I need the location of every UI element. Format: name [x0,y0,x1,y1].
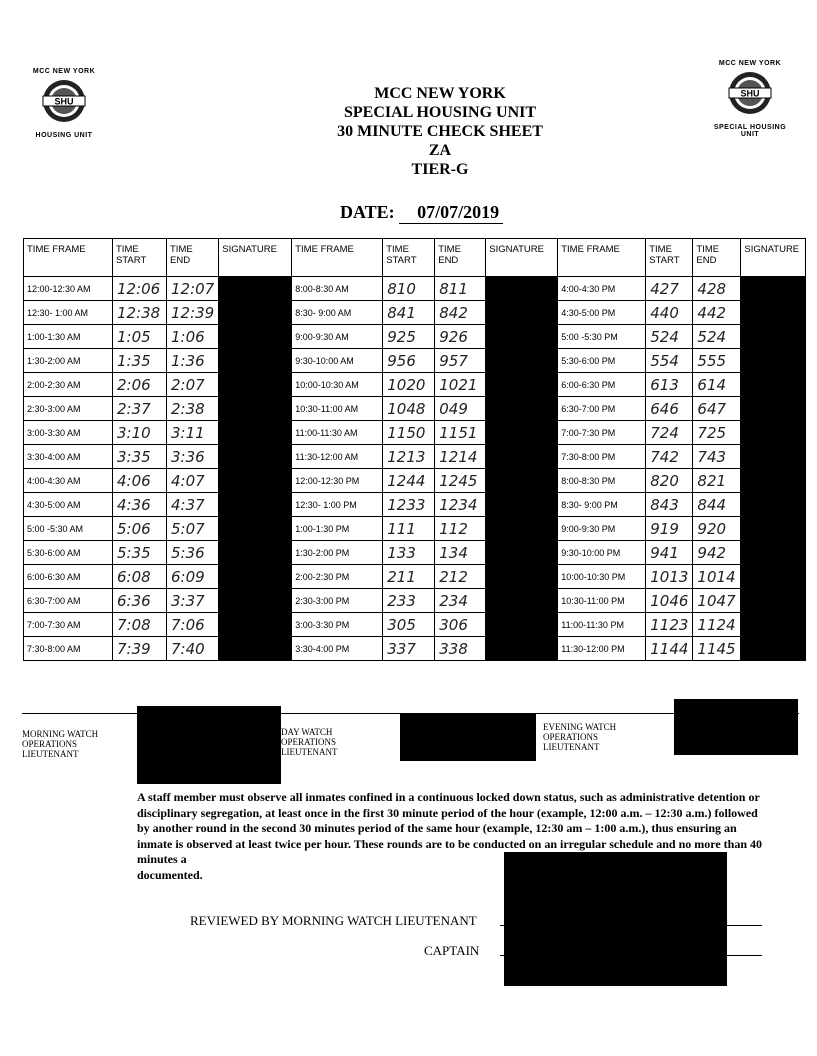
time-start-cell: 613 [646,373,693,397]
time-end-cell: 12:39 [167,301,219,325]
table-row [24,325,806,349]
signature-cell-redacted [741,637,806,661]
time-start-cell: 1150 [383,421,435,445]
col-header-time-end: TIME END [167,239,219,277]
notice-text: A staff member must observe all inmates confined in a continuous locked down status, such as administrative detention or disciplinary segregation, at least once in the first 30 minute period of the hour (example, 12:00 a.m. – 12:30 a.m.) followed by another round in the second 30 minutes period of the same hour (example, 12:30 am – 1:00 a.m.), thus ensuring an inmate is observed at least twice per hour. These rounds are to be conducted on an irregular schedule and no more than 40 minutes a [137,790,763,866]
time-frame-cell: 1:30-2:00 PM [292,541,383,565]
time-start-cell: 6:36 [113,589,167,613]
redaction-morning-signature [137,706,281,784]
time-frame-cell: 10:30-11:00 AM [292,397,383,421]
time-end-cell: 1151 [435,421,486,445]
time-end-cell: 12:07 [167,277,219,301]
time-start-cell: 554 [646,349,693,373]
page-title [270,84,610,179]
time-frame-cell: 2:00-2:30 AM [24,373,113,397]
signature-cell-redacted [486,397,558,421]
signature-cell-redacted [741,565,806,589]
time-start-cell: 919 [646,517,693,541]
redaction-evening-signature [674,699,798,755]
signature-cell-redacted [219,373,292,397]
time-end-cell: 6:09 [167,565,219,589]
col-header-time-start: TIME START [113,239,167,277]
time-end-cell: 338 [435,637,486,661]
date-line [340,202,503,224]
table-row [24,373,806,397]
time-end-cell: 5:36 [167,541,219,565]
signature-cell-redacted [486,301,558,325]
time-end-cell: 112 [435,517,486,541]
time-start-cell: 742 [646,445,693,469]
time-end-cell: 442 [693,301,741,325]
col-header-time-end: TIME END [693,239,741,277]
time-frame-cell: 2:00-2:30 PM [292,565,383,589]
time-start-cell: 111 [383,517,435,541]
title-line-4: ZA [428,142,452,159]
time-end-cell: 926 [435,325,486,349]
time-end-cell: 134 [435,541,486,565]
time-start-cell: 1123 [646,613,693,637]
time-frame-cell: 6:30-7:00 AM [24,589,113,613]
badge-text: SHU [740,88,760,99]
time-start-cell: 440 [646,301,693,325]
time-frame-cell: 2:30-3:00 PM [292,589,383,613]
time-end-cell: 555 [693,349,741,373]
captain-label: CAPTAIN [424,943,480,958]
time-start-cell: 1013 [646,565,693,589]
time-frame-cell: 12:00-12:30 AM [24,277,113,301]
signature-cell-redacted [219,469,292,493]
time-start-cell: 1046 [646,589,693,613]
time-end-cell: 821 [693,469,741,493]
col-header-signature: SIGNATURE [219,239,292,277]
time-start-cell: 843 [646,493,693,517]
time-start-cell: 4:06 [113,469,167,493]
time-frame-cell: 7:00-7:30 PM [558,421,646,445]
time-end-cell: 1214 [435,445,486,469]
signature-cell-redacted [486,517,558,541]
time-frame-cell: 12:30- 1:00 AM [24,301,113,325]
time-end-cell: 212 [435,565,486,589]
signature-cell-redacted [486,541,558,565]
reviewed-by-label: REVIEWED BY MORNING WATCH LIEUTENANT [190,913,477,928]
signature-cell-redacted [741,349,806,373]
time-start-cell: 6:08 [113,565,167,589]
time-end-cell: 4:07 [167,469,219,493]
table-row [24,493,806,517]
time-frame-cell: 11:00-11:30 PM [558,613,646,637]
time-end-cell: 428 [693,277,741,301]
col-header-time-frame: TIME FRAME [24,239,113,277]
time-frame-cell: 2:30-3:00 AM [24,397,113,421]
time-start-cell: 7:39 [113,637,167,661]
signature-cell-redacted [219,637,292,661]
signature-cell-redacted [219,397,292,421]
morning-watch-label: MORNING WATCH OPERATIONS LIEUTENANT [22,729,99,759]
redaction-review-signature [504,852,727,986]
watch-section-line [22,713,799,714]
time-end-cell: 1145 [693,637,741,661]
time-end-cell: 7:06 [167,613,219,637]
time-end-cell: 1245 [435,469,486,493]
signature-cell-redacted [741,541,806,565]
signature-cell-redacted [486,445,558,469]
date-value: 07/07/2019 [399,202,503,224]
time-end-cell: 1124 [693,613,741,637]
time-start-cell: 7:08 [113,613,167,637]
table-row [24,397,806,421]
signature-cell-redacted [219,613,292,637]
signature-cell-redacted [219,445,292,469]
time-frame-cell: 3:00-3:30 AM [24,421,113,445]
time-frame-cell: 5:00 -5:30 AM [24,517,113,541]
col-header-time-start: TIME START [383,239,435,277]
time-frame-cell: 5:30-6:00 PM [558,349,646,373]
time-start-cell: 5:35 [113,541,167,565]
time-start-cell: 724 [646,421,693,445]
table-row [24,517,806,541]
time-start-cell: 305 [383,613,435,637]
time-frame-cell: 7:00-7:30 AM [24,613,113,637]
logo-right-top-text: MCC NEW YORK [718,60,782,67]
logo-right-bottom-text: SPECIAL HOUSING UNIT [713,124,787,138]
time-start-cell: 810 [383,277,435,301]
time-frame-cell: 11:00-11:30 AM [292,421,383,445]
badge-text: SHU [54,96,74,107]
time-end-cell: 4:37 [167,493,219,517]
signature-cell-redacted [219,589,292,613]
time-start-cell: 211 [383,565,435,589]
shu-badge-icon [727,70,773,116]
time-end-cell: 647 [693,397,741,421]
signature-cell-redacted [219,301,292,325]
signature-cell-redacted [741,589,806,613]
time-start-cell: 337 [383,637,435,661]
time-frame-cell: 1:30-2:00 AM [24,349,113,373]
time-frame-cell: 9:00-9:30 AM [292,325,383,349]
check-table [23,238,806,661]
time-frame-cell: 6:00-6:30 AM [24,565,113,589]
title-line-2: SPECIAL HOUSING UNIT [343,104,537,121]
table-row [24,565,806,589]
signature-cell-redacted [219,565,292,589]
time-frame-cell: 12:00-12:30 PM [292,469,383,493]
signature-cell-redacted [486,493,558,517]
time-start-cell: 941 [646,541,693,565]
time-frame-cell: 8:00-8:30 PM [558,469,646,493]
signature-cell-redacted [486,421,558,445]
time-start-cell: 5:06 [113,517,167,541]
time-start-cell: 1233 [383,493,435,517]
time-start-cell: 12:38 [113,301,167,325]
time-end-cell: 1014 [693,565,741,589]
signature-cell-redacted [486,277,558,301]
time-start-cell: 1144 [646,637,693,661]
time-frame-cell: 10:30-11:00 PM [558,589,646,613]
time-frame-cell: 1:00-1:30 AM [24,325,113,349]
time-start-cell: 841 [383,301,435,325]
time-end-cell: 1:06 [167,325,219,349]
time-frame-cell: 11:30-12:00 PM [558,637,646,661]
signature-cell-redacted [741,301,806,325]
signature-cell-redacted [741,613,806,637]
table-row [24,301,806,325]
time-start-cell: 1244 [383,469,435,493]
time-start-cell: 524 [646,325,693,349]
time-start-cell: 3:35 [113,445,167,469]
table-row [24,421,806,445]
time-frame-cell: 5:30-6:00 AM [24,541,113,565]
time-frame-cell: 9:30-10:00 PM [558,541,646,565]
signature-cell-redacted [741,373,806,397]
col-header-signature: SIGNATURE [486,239,558,277]
signature-cell-redacted [219,325,292,349]
time-frame-cell: 9:00-9:30 PM [558,517,646,541]
signature-cell-redacted [486,589,558,613]
signature-cell-redacted [486,613,558,637]
signature-cell-redacted [219,517,292,541]
time-end-cell: 049 [435,397,486,421]
logo-right [704,60,796,138]
signature-cell-redacted [486,469,558,493]
signature-cell-redacted [741,493,806,517]
col-header-time-end: TIME END [435,239,486,277]
time-frame-cell: 6:30-7:00 PM [558,397,646,421]
signature-cell-redacted [741,277,806,301]
signature-cell-redacted [741,517,806,541]
table-row [24,613,806,637]
redaction-day-signature [400,713,536,761]
table-row [24,349,806,373]
time-start-cell: 2:06 [113,373,167,397]
signature-cell-redacted [741,469,806,493]
time-end-cell: 725 [693,421,741,445]
time-start-cell: 956 [383,349,435,373]
evening-watch-label: EVENING WATCH OPERATIONS LIEUTENANT [543,722,617,752]
time-end-cell: 306 [435,613,486,637]
time-start-cell: 820 [646,469,693,493]
time-frame-cell: 3:00-3:30 PM [292,613,383,637]
time-end-cell: 2:38 [167,397,219,421]
day-watch-label: DAY WATCH OPERATIONS LIEUTENANT [281,727,338,757]
signature-cell-redacted [219,421,292,445]
logo-left-bottom-text: HOUSING UNIT [35,132,93,139]
logo-left [18,68,110,139]
time-frame-cell: 7:30-8:00 PM [558,445,646,469]
time-end-cell: 5:07 [167,517,219,541]
signature-cell-redacted [219,349,292,373]
logo-left-top-text: MCC NEW YORK [32,68,96,75]
signature-cell-redacted [741,325,806,349]
time-frame-cell: 9:30-10:00 AM [292,349,383,373]
date-label: DATE: [340,202,395,222]
time-end-cell: 7:40 [167,637,219,661]
signature-cell-redacted [219,277,292,301]
time-frame-cell: 8:30- 9:00 PM [558,493,646,517]
title-line-1: MCC NEW YORK [374,85,506,102]
time-start-cell: 1048 [383,397,435,421]
time-frame-cell: 12:30- 1:00 PM [292,493,383,517]
table-row [24,277,806,301]
time-start-cell: 646 [646,397,693,421]
signature-cell-redacted [741,397,806,421]
signature-cell-redacted [486,349,558,373]
table-row [24,541,806,565]
time-start-cell: 2:37 [113,397,167,421]
time-end-cell: 842 [435,301,486,325]
time-end-cell: 1:36 [167,349,219,373]
time-start-cell: 1020 [383,373,435,397]
time-frame-cell: 7:30-8:00 AM [24,637,113,661]
shu-badge-icon [41,78,87,124]
time-end-cell: 1234 [435,493,486,517]
time-end-cell: 234 [435,589,486,613]
signature-cell-redacted [486,637,558,661]
time-start-cell: 1213 [383,445,435,469]
time-frame-cell: 10:00-10:30 PM [558,565,646,589]
time-start-cell: 233 [383,589,435,613]
time-end-cell: 524 [693,325,741,349]
time-frame-cell: 8:00-8:30 AM [292,277,383,301]
col-header-signature: SIGNATURE [741,239,806,277]
time-end-cell: 3:11 [167,421,219,445]
col-header-time-frame: TIME FRAME [558,239,646,277]
time-end-cell: 920 [693,517,741,541]
signature-cell-redacted [741,445,806,469]
time-end-cell: 844 [693,493,741,517]
time-frame-cell: 4:00-4:30 PM [558,277,646,301]
signature-cell-redacted [486,325,558,349]
table-row [24,469,806,493]
title-line-5: TIER-G [411,161,469,178]
time-start-cell: 925 [383,325,435,349]
signature-cell-redacted [741,421,806,445]
table-row [24,589,806,613]
time-frame-cell: 3:30-4:00 PM [292,637,383,661]
time-start-cell: 4:36 [113,493,167,517]
time-start-cell: 133 [383,541,435,565]
time-frame-cell: 4:00-4:30 AM [24,469,113,493]
time-frame-cell: 8:30- 9:00 AM [292,301,383,325]
time-end-cell: 3:37 [167,589,219,613]
notice-tail-text: documented. [137,867,203,882]
time-end-cell: 614 [693,373,741,397]
time-frame-cell: 10:00-10:30 AM [292,373,383,397]
time-frame-cell: 5:00 -5:30 PM [558,325,646,349]
col-header-time-frame: TIME FRAME [292,239,383,277]
time-start-cell: 1:05 [113,325,167,349]
title-line-3: 30 MINUTE CHECK SHEET [337,123,543,140]
time-start-cell: 3:10 [113,421,167,445]
signature-cell-redacted [486,565,558,589]
time-end-cell: 2:07 [167,373,219,397]
col-header-time-start: TIME START [646,239,693,277]
time-end-cell: 743 [693,445,741,469]
time-frame-cell: 4:30-5:00 PM [558,301,646,325]
time-frame-cell: 4:30-5:00 AM [24,493,113,517]
time-end-cell: 1047 [693,589,741,613]
time-end-cell: 3:36 [167,445,219,469]
time-start-cell: 12:06 [113,277,167,301]
signature-cell-redacted [219,541,292,565]
time-frame-cell: 3:30-4:00 AM [24,445,113,469]
table-header-row [24,239,806,277]
signature-cell-redacted [486,373,558,397]
table-row [24,637,806,661]
time-end-cell: 1021 [435,373,486,397]
time-start-cell: 1:35 [113,349,167,373]
time-end-cell: 957 [435,349,486,373]
time-start-cell: 427 [646,277,693,301]
time-frame-cell: 11:30-12:00 AM [292,445,383,469]
table-row [24,445,806,469]
time-frame-cell: 1:00-1:30 PM [292,517,383,541]
signature-cell-redacted [219,493,292,517]
time-end-cell: 811 [435,277,486,301]
time-end-cell: 942 [693,541,741,565]
time-frame-cell: 6:00-6:30 PM [558,373,646,397]
